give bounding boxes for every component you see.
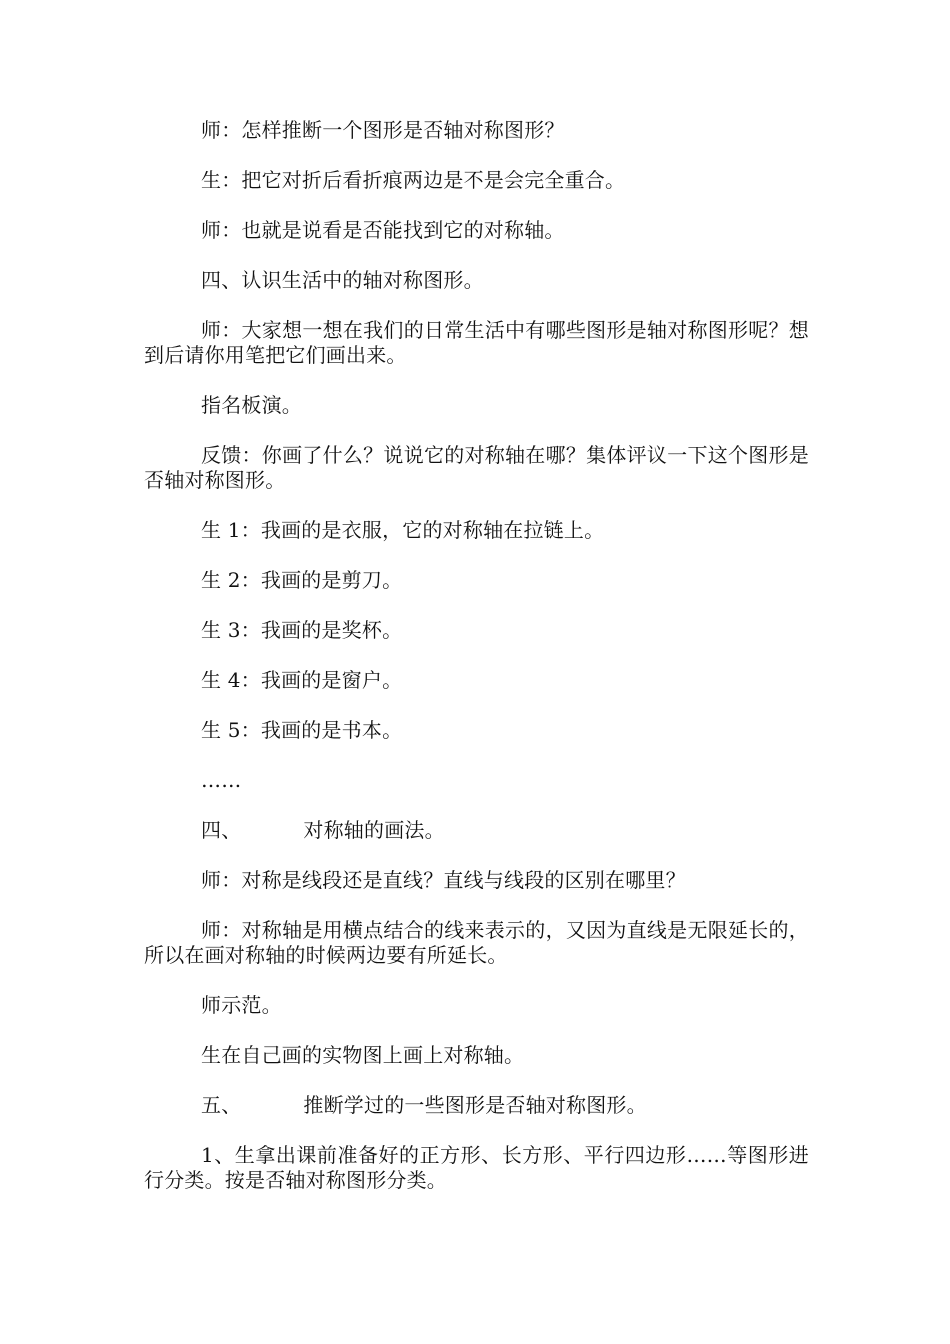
section-number: 四、 <box>201 818 242 842</box>
paragraph: 师：对称是线段还是直线？直线与线段的区别在哪里？ <box>201 868 686 892</box>
ellipsis: …… <box>201 768 242 792</box>
paragraph: 师：也就是说看是否能找到它的对称轴。 <box>201 218 565 242</box>
paragraph: 师：对称轴是用横点结合的线来表示的，又因为直线是无限延长的，所以在画对称轴的时候两边要有所延长。 <box>144 918 809 967</box>
document-body <box>144 118 809 1218</box>
paragraph: 生 3：我画的是奖杯。 <box>201 618 403 642</box>
paragraph: 生 1：我画的是衣服，它的对称轴在拉链上。 <box>201 518 605 542</box>
section-heading: 四、认识生活中的轴对称图形。 <box>201 268 484 292</box>
paragraph: 师：怎样推断一个图形是否轴对称图形？ <box>201 118 565 142</box>
paragraph: 1、生拿出课前准备好的正方形、长方形、平行四边形……等图形进行分类。按是否轴对称图形分类。 <box>144 1143 809 1192</box>
section-heading <box>144 1093 809 1118</box>
paragraph: 生：把它对折后看折痕两边是不是会完全重合。 <box>201 168 626 192</box>
paragraph: 师：大家想一想在我们的日常生活中有哪些图形是轴对称图形呢？想到后请你用笔把它们画出来。 <box>144 318 809 367</box>
paragraph: 生 2：我画的是剪刀。 <box>201 568 403 592</box>
paragraph: 指名板演。 <box>201 393 302 417</box>
paragraph: 反馈：你画了什么？说说它的对称轴在哪？集体评议一下这个图形是否轴对称图形。 <box>144 443 809 492</box>
section-title: 推断学过的一些图形是否轴对称图形。 <box>303 1093 647 1117</box>
paragraph: 生 4：我画的是窗户。 <box>201 668 403 692</box>
paragraph: 生 5：我画的是书本。 <box>201 718 403 742</box>
paragraph: 师示范。 <box>201 993 282 1017</box>
section-heading <box>144 818 809 843</box>
section-title: 对称轴的画法。 <box>303 818 445 842</box>
section-number: 五、 <box>201 1093 242 1117</box>
paragraph: 生在自己画的实物图上画上对称轴。 <box>201 1043 525 1067</box>
